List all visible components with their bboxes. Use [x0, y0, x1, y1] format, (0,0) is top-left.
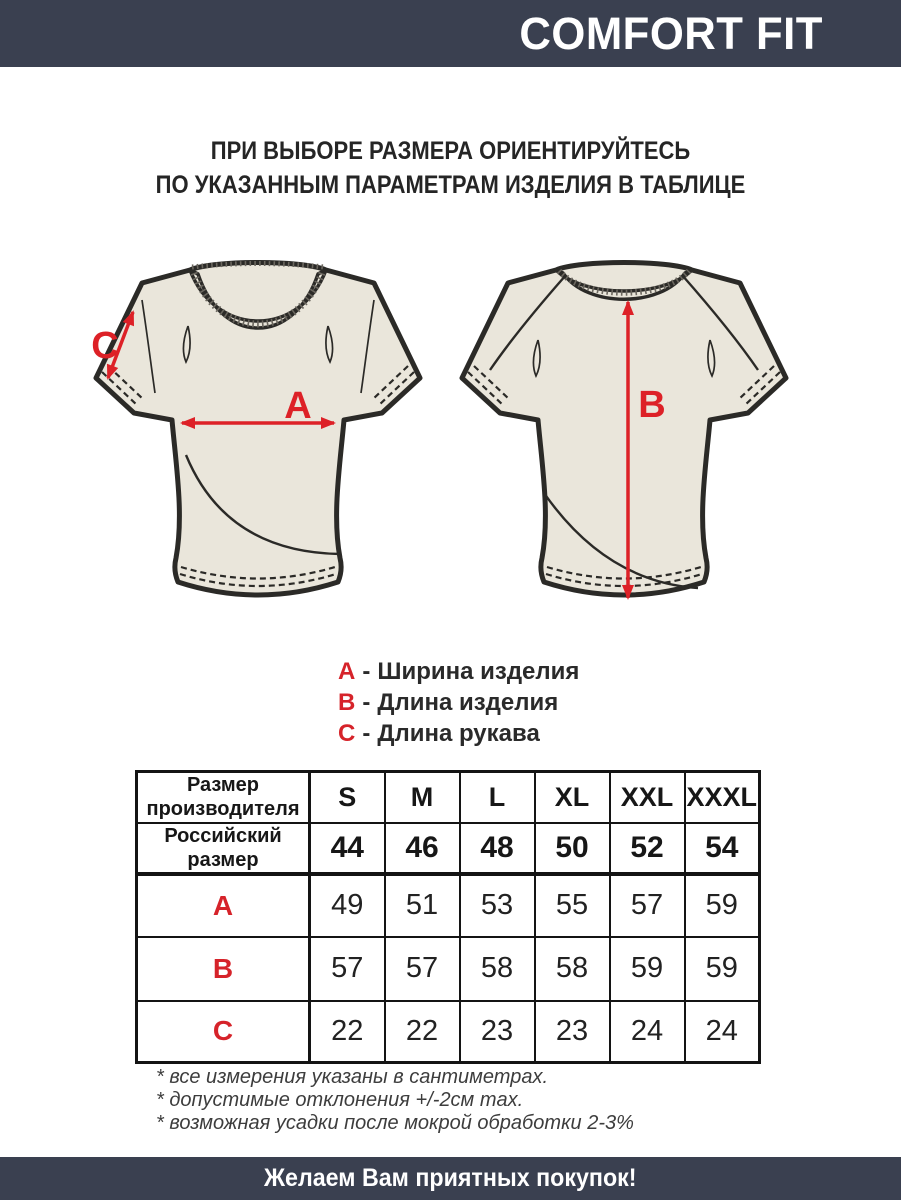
- value-cell: 55: [535, 874, 610, 937]
- legend-text-c: Длина рукава: [377, 720, 540, 747]
- russian-size-cell: 48: [460, 823, 535, 874]
- value-cell: 59: [685, 874, 760, 937]
- measurement-key-b: B: [137, 937, 310, 1001]
- tshirt-front-diagram: [88, 250, 428, 620]
- russian-size-header: Российский размер: [137, 823, 310, 874]
- value-cell: 22: [385, 1001, 460, 1063]
- value-cell: 53: [460, 874, 535, 937]
- value-cell: 24: [610, 1001, 685, 1063]
- top-brand-bar: [0, 0, 901, 67]
- intro-line-1: ПРИ ВЫБОРЕ РАЗМЕРА ОРИЕНТИРУЙТЕСЬ: [210, 137, 691, 165]
- measurement-key-c: C: [137, 1001, 310, 1063]
- value-cell: 57: [310, 937, 385, 1001]
- table-row-measurement-b: [137, 937, 760, 1001]
- legend-line-a: A - Ширина изделия: [338, 658, 580, 685]
- size-cell: M: [385, 772, 460, 823]
- legend-key-b: B: [338, 689, 356, 716]
- size-cell: XXXL: [685, 772, 760, 823]
- value-cell: 58: [460, 937, 535, 1001]
- legend-line-b: B - Длина изделия: [338, 689, 559, 716]
- value-cell: 49: [310, 874, 385, 937]
- manufacturer-size-header: Размер производителя: [137, 772, 310, 823]
- legend-key-c: C: [338, 720, 356, 747]
- tshirt-back-outline: [462, 263, 786, 596]
- legend-line-c: C - Длина рукава: [338, 720, 540, 747]
- footnote-units: * все измерения указаны в сантиметрах.: [156, 1066, 549, 1088]
- measurement-legend: [338, 656, 579, 749]
- bottom-message-bar: [0, 1157, 901, 1200]
- brand-title: COMFORT FIT: [519, 8, 823, 59]
- dim-label-a: A: [284, 385, 312, 427]
- footnotes: [156, 1066, 634, 1135]
- dim-label-c: C: [91, 325, 119, 367]
- intro-line-2: ПО УКАЗАННЫМ ПАРАМЕТРАМ ИЗДЕЛИЯ В ТАБЛИЦЕ: [155, 171, 746, 199]
- table-row-russian-sizes: [137, 823, 760, 874]
- russian-size-cell: 46: [385, 823, 460, 874]
- value-cell: 51: [385, 874, 460, 937]
- table-row-measurement-c: [137, 1001, 760, 1063]
- intro-text: [0, 134, 901, 202]
- footnote-shrinkage: * возможная усадки после мокрой обработки 2-3%: [156, 1112, 634, 1134]
- value-cell: 57: [610, 874, 685, 937]
- legend-text-a: Ширина изделия: [377, 658, 580, 685]
- legend-key-a: A: [338, 658, 356, 685]
- value-cell: 24: [685, 1001, 760, 1063]
- russian-size-cell: 50: [535, 823, 610, 874]
- size-cell: L: [460, 772, 535, 823]
- legend-text-b: Длина изделия: [377, 689, 559, 716]
- size-cell: S: [310, 772, 385, 823]
- russian-size-cell: 52: [610, 823, 685, 874]
- value-cell: 22: [310, 1001, 385, 1063]
- footer-message: Желаем Вам приятных покупок!: [264, 1164, 637, 1192]
- value-cell: 58: [535, 937, 610, 1001]
- size-table: [135, 770, 761, 1064]
- tshirt-back-diagram: [454, 250, 794, 620]
- russian-size-cell: 44: [310, 823, 385, 874]
- table-row-manufacturer-sizes: [137, 772, 760, 823]
- value-cell: 23: [535, 1001, 610, 1063]
- value-cell: 57: [385, 937, 460, 1001]
- value-cell: 59: [685, 937, 760, 1001]
- table-row-measurement-a: [137, 874, 760, 937]
- measurement-key-a: A: [137, 874, 310, 937]
- dim-label-b: B: [638, 384, 666, 426]
- footnote-tolerance: * допустимые отклонения +/-2см max.: [156, 1089, 524, 1111]
- value-cell: 59: [610, 937, 685, 1001]
- value-cell: 23: [460, 1001, 535, 1063]
- size-cell: XL: [535, 772, 610, 823]
- russian-size-cell: 54: [685, 823, 760, 874]
- size-cell: XXL: [610, 772, 685, 823]
